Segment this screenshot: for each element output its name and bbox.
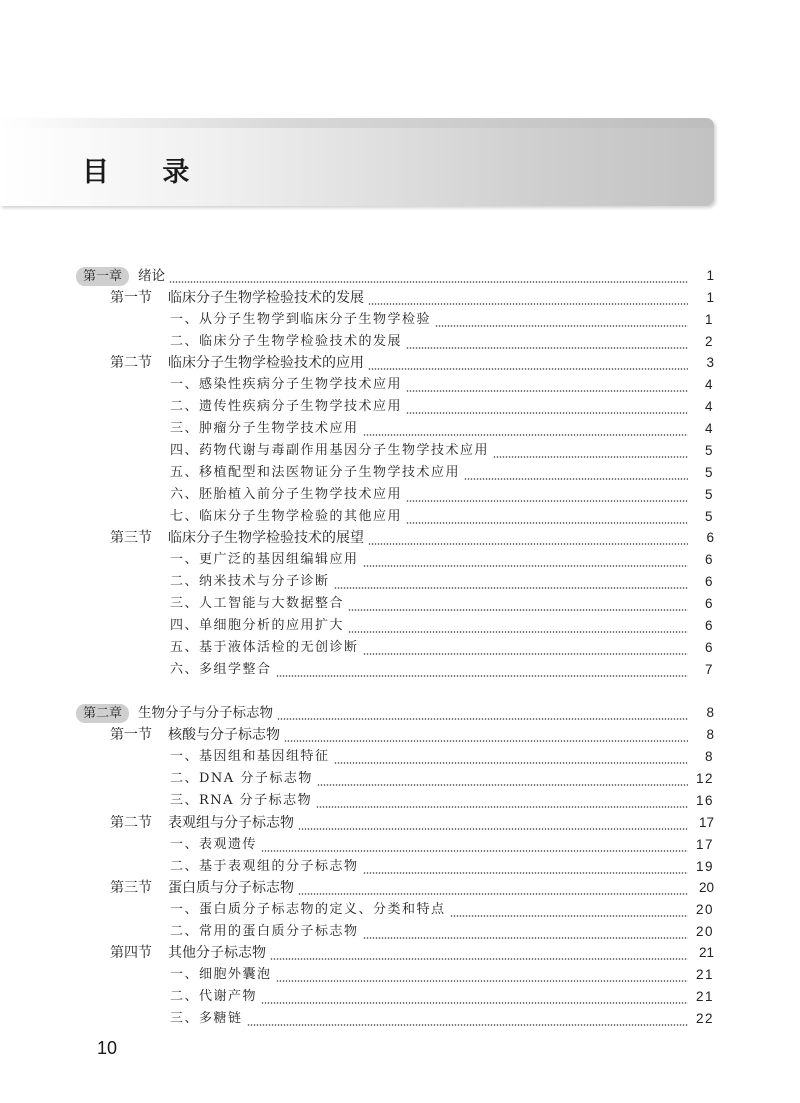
page-ref: 20	[695, 902, 714, 917]
dot-leader	[284, 724, 688, 746]
dot-leader	[368, 352, 688, 374]
dot-leader	[270, 942, 688, 964]
section-number: 第一节	[110, 727, 152, 743]
page-ref: 20	[695, 924, 714, 939]
chapter-badge: 第二章	[76, 704, 129, 723]
page-ref: 6	[704, 574, 714, 589]
item-title: 二、代谢产物	[170, 989, 258, 1004]
page-ref: 1	[706, 290, 714, 305]
page-ref: 8	[704, 749, 714, 764]
section-number: 第二节	[110, 815, 152, 831]
toc-item[interactable]	[0, 768, 800, 790]
item-title: 六、胚胎植入前分子生物学技术应用	[170, 487, 403, 502]
page-ref: 5	[704, 465, 714, 480]
item-title: 一、基因组和基因组特征	[170, 749, 330, 764]
page-ref: 3	[706, 355, 714, 370]
dot-leader	[406, 331, 688, 353]
item-title: 一、细胞外囊泡	[170, 967, 272, 982]
dot-leader	[363, 418, 688, 440]
page-ref: 20	[698, 880, 714, 895]
page-ref: 6	[704, 552, 714, 567]
page-ref: 22	[695, 1011, 714, 1026]
dot-leader	[464, 462, 688, 484]
page-ref: 5	[704, 509, 714, 524]
page-title: 目 录	[82, 157, 212, 188]
page-ref: 6	[704, 596, 714, 611]
toc-section[interactable]	[0, 287, 800, 309]
dot-leader	[406, 374, 688, 396]
dot-leader	[317, 768, 688, 790]
page-ref: 2	[704, 334, 714, 349]
toc-item[interactable]	[0, 593, 800, 615]
toc-item[interactable]	[0, 506, 800, 528]
toc-item[interactable]	[0, 834, 800, 856]
page-ref: 8	[706, 705, 714, 720]
toc-chapter[interactable]	[0, 702, 800, 724]
item-title: 二、临床分子生物学检验技术的发展	[170, 334, 403, 349]
toc-item[interactable]	[0, 856, 800, 878]
dot-leader	[363, 549, 688, 571]
item-title: 一、从分子生物学到临床分子生物学检验	[170, 312, 432, 327]
toc-section[interactable]	[0, 724, 800, 746]
item-title: 七、临床分子生物学检验的其他应用	[170, 509, 403, 524]
toc-section[interactable]	[0, 527, 800, 549]
item-title: 四、单细胞分析的应用扩大	[170, 618, 345, 633]
item-title: 四、药物代谢与毒副作用基因分子生物学技术应用	[170, 443, 490, 458]
item-title: 一、更广泛的基因组编辑应用	[170, 552, 359, 567]
dot-leader	[298, 877, 688, 899]
dot-leader	[368, 287, 688, 309]
page-ref: 5	[704, 487, 714, 502]
item-title: 二、纳米技术与分子诊断	[170, 574, 330, 589]
page-ref: 4	[704, 421, 714, 436]
page-ref: 16	[695, 793, 714, 808]
page-ref: 21	[695, 989, 714, 1004]
page-ref: 4	[704, 399, 714, 414]
dot-leader	[406, 396, 688, 418]
item-title: 三、人工智能与大数据整合	[170, 596, 345, 611]
dot-leader	[277, 702, 688, 724]
dot-leader	[363, 637, 688, 659]
toc-section[interactable]	[0, 877, 800, 899]
section-title: 临床分子生物学检验技术的应用	[168, 355, 364, 371]
toc-item[interactable]	[0, 899, 800, 921]
item-title: 三、RNA 分子标志物	[170, 793, 313, 808]
page-ref: 17	[698, 815, 714, 830]
toc-item[interactable]	[0, 964, 800, 986]
section-title: 临床分子生物学检验技术的展望	[168, 530, 364, 546]
toc-item[interactable]	[0, 790, 800, 812]
section-title: 表观组与分子标志物	[168, 815, 294, 831]
item-title: 二、遗传性疾病分子生物学技术应用	[170, 399, 403, 414]
page-ref: 6	[704, 640, 714, 655]
dot-leader	[450, 899, 688, 921]
dot-leader	[261, 834, 688, 856]
item-title: 三、多糖链	[170, 1011, 243, 1026]
section-number: 第一节	[110, 290, 152, 306]
toc-section[interactable]	[0, 352, 800, 374]
toc-item[interactable]	[0, 1008, 800, 1030]
toc-item[interactable]	[0, 637, 800, 659]
section-title: 其他分子标志物	[168, 945, 266, 961]
dot-leader	[316, 790, 688, 812]
section-number: 第四节	[110, 945, 152, 961]
section-title: 临床分子生物学检验技术的发展	[168, 290, 364, 306]
section-title: 蛋白质与分子标志物	[168, 880, 294, 896]
page-ref: 5	[704, 443, 714, 458]
page-ref: 17	[695, 837, 714, 852]
dot-leader	[261, 986, 688, 1008]
dot-leader	[334, 571, 688, 593]
dot-leader	[368, 527, 688, 549]
toc-item[interactable]	[0, 462, 800, 484]
page-ref: 8	[706, 727, 714, 742]
dot-leader	[348, 615, 688, 637]
toc-item[interactable]	[0, 418, 800, 440]
toc-item[interactable]	[0, 921, 800, 943]
toc-item[interactable]	[0, 374, 800, 396]
page-ref: 19	[695, 859, 714, 874]
toc-section[interactable]	[0, 812, 800, 834]
toc-item[interactable]	[0, 309, 800, 331]
page-ref: 21	[695, 967, 714, 982]
dot-leader	[406, 506, 688, 528]
section-number: 第三节	[110, 880, 152, 896]
page-ref: 1	[706, 268, 714, 283]
toc-item[interactable]	[0, 615, 800, 637]
dot-leader	[363, 856, 688, 878]
toc-item[interactable]	[0, 331, 800, 353]
toc-item[interactable]	[0, 484, 800, 506]
toc-item[interactable]	[0, 549, 800, 571]
dot-leader	[169, 265, 688, 287]
section-number: 第二节	[110, 355, 152, 371]
item-title: 一、感染性疾病分子生物学技术应用	[170, 377, 403, 392]
toc-section[interactable]	[0, 942, 800, 964]
page-ref: 21	[698, 945, 714, 960]
item-title: 五、移植配型和法医物证分子生物学技术应用	[170, 465, 461, 480]
toc-item[interactable]	[0, 986, 800, 1008]
item-title: 一、蛋白质分子标志物的定义、分类和特点	[170, 902, 446, 917]
page-ref: 6	[704, 618, 714, 633]
dot-leader	[348, 593, 688, 615]
dot-leader	[276, 659, 688, 681]
section-number: 第三节	[110, 530, 152, 546]
item-title: 三、肿瘤分子生物学技术应用	[170, 421, 359, 436]
page-ref: 1	[704, 312, 714, 327]
toc-item[interactable]	[0, 396, 800, 418]
chapter-title: 绪论	[138, 268, 166, 284]
dot-leader	[276, 964, 688, 986]
page-ref: 12	[695, 771, 714, 786]
page-ref: 4	[704, 377, 714, 392]
dot-leader	[435, 309, 688, 331]
chapter-title: 生物分子与分子标志物	[138, 705, 274, 721]
dot-leader	[298, 812, 688, 834]
page-ref: 7	[704, 662, 714, 677]
item-title: 一、表观遗传	[170, 837, 258, 852]
dot-leader	[363, 921, 688, 943]
toc-item[interactable]	[0, 440, 800, 462]
dot-leader	[406, 484, 688, 506]
item-title: 二、DNA 分子标志物	[170, 771, 313, 786]
item-title: 五、基于液体活检的无创诊断	[170, 640, 359, 655]
page-ref: 6	[706, 530, 714, 545]
toc-item[interactable]	[0, 571, 800, 593]
chapter-badge: 第一章	[76, 267, 129, 286]
toc-chapter[interactable]	[0, 265, 800, 287]
page-number: 10	[97, 1038, 118, 1058]
toc-item[interactable]	[0, 746, 800, 768]
item-title: 二、常用的蛋白质分子标志物	[170, 924, 359, 939]
dot-leader	[247, 1008, 688, 1030]
item-title: 二、基于表观组的分子标志物	[170, 859, 359, 874]
dot-leader	[334, 746, 688, 768]
section-title: 核酸与分子标志物	[168, 727, 280, 743]
item-title: 六、多组学整合	[170, 662, 272, 677]
dot-leader	[493, 440, 688, 462]
toc-item[interactable]	[0, 659, 800, 681]
